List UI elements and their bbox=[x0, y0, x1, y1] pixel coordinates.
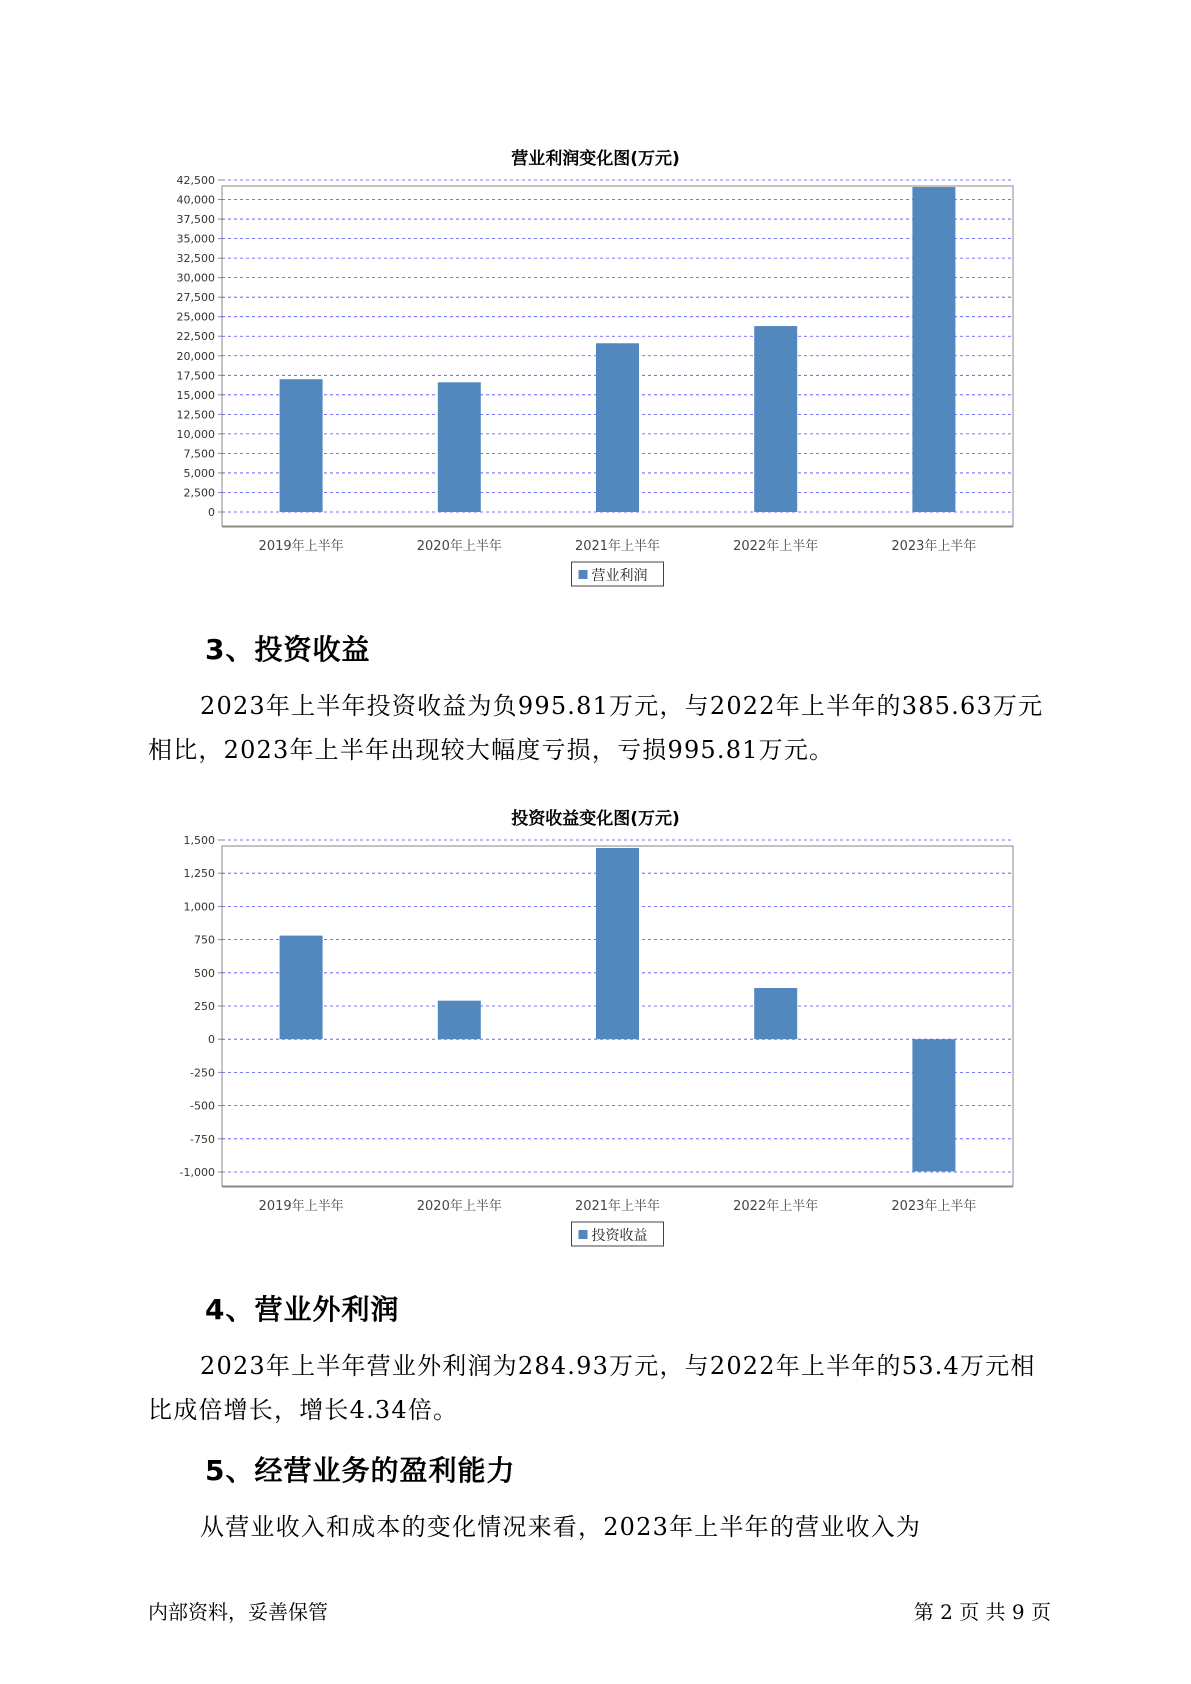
y-tick-label: 25,000 bbox=[176, 310, 215, 324]
y-tick-label: -750 bbox=[190, 1132, 215, 1146]
legend-swatch bbox=[579, 570, 588, 579]
y-tick-label: -1,000 bbox=[179, 1166, 215, 1179]
operating-profit-chart bbox=[0, 170, 1191, 590]
y-tick-label: 12,500 bbox=[176, 408, 215, 422]
y-tick-label: 250 bbox=[194, 1000, 215, 1013]
y-tick-label: 750 bbox=[194, 933, 215, 947]
y-tick-label: 2,500 bbox=[183, 486, 215, 500]
y-tick-label: 5,000 bbox=[183, 466, 215, 480]
bar bbox=[596, 343, 639, 512]
legend-swatch bbox=[579, 1230, 588, 1239]
y-tick-label: 1,500 bbox=[183, 834, 215, 847]
y-tick-label: 500 bbox=[194, 966, 215, 980]
category-label: 2019年上半年 bbox=[258, 539, 344, 554]
legend bbox=[572, 562, 664, 586]
bar bbox=[754, 326, 797, 512]
chart2-title: 投资收益变化图(万元) bbox=[511, 809, 680, 829]
bar bbox=[280, 379, 323, 512]
y-tick-label: 1,000 bbox=[183, 900, 215, 914]
y-tick-label: 15,000 bbox=[176, 388, 215, 402]
y-tick-label: 0 bbox=[208, 506, 215, 519]
y-tick-label: -500 bbox=[190, 1099, 215, 1113]
legend bbox=[572, 1222, 664, 1246]
category-label: 2023年上半年 bbox=[891, 1199, 977, 1214]
category-label: 2021年上半年 bbox=[574, 539, 661, 554]
y-tick-label: 22,500 bbox=[176, 330, 215, 344]
section-4-heading: 4、营业外利润 bbox=[205, 1293, 400, 1326]
section-4-paragraph: 2023年上半年营业外利润为284.93万元，与2022年上半年的53.4万元相比成倍增长，增长4.34倍。 bbox=[148, 1352, 1036, 1424]
y-tick-label: 27,500 bbox=[176, 291, 215, 305]
chart1-title: 营业利润变化图(万元) bbox=[511, 149, 680, 169]
y-tick-label: 42,500 bbox=[176, 174, 215, 187]
category-label: 2022年上半年 bbox=[733, 1199, 819, 1214]
bar bbox=[438, 382, 481, 512]
category-label: 2023年上半年 bbox=[891, 539, 977, 554]
category-label: 2019年上半年 bbox=[258, 1199, 344, 1214]
y-tick-label: -250 bbox=[190, 1066, 215, 1080]
bar bbox=[754, 988, 797, 1039]
y-tick-label: 17,500 bbox=[176, 369, 215, 383]
section-5-heading: 5、经营业务的盈利能力 bbox=[205, 1454, 516, 1487]
y-tick-label: 40,000 bbox=[176, 193, 215, 207]
bar bbox=[438, 1001, 481, 1040]
footer-page-number: 第 2 页 共 9 页 bbox=[913, 1600, 1051, 1624]
bar bbox=[280, 936, 323, 1040]
legend-label: 投资收益 bbox=[591, 1228, 648, 1244]
investment-income-chart bbox=[0, 830, 1191, 1250]
y-tick-label: 1,250 bbox=[183, 867, 215, 881]
category-label: 2022年上半年 bbox=[733, 539, 819, 554]
section-3-heading: 3、投资收益 bbox=[205, 633, 371, 666]
bar bbox=[912, 187, 955, 512]
bar bbox=[912, 1039, 955, 1171]
category-label: 2021年上半年 bbox=[574, 1199, 661, 1214]
section-5-paragraph: 从营业收入和成本的变化情况来看，2023年上半年的营业收入为 bbox=[200, 1513, 922, 1541]
y-tick-label: 37,500 bbox=[176, 213, 215, 227]
y-tick-label: 20,000 bbox=[176, 349, 215, 363]
category-label: 2020年上半年 bbox=[416, 1199, 502, 1214]
y-tick-label: 35,000 bbox=[176, 232, 215, 246]
y-tick-label: 30,000 bbox=[176, 271, 215, 285]
section-3-paragraph: 2023年上半年投资收益为负995.81万元，与2022年上半年的385.63万元相比，2023年上半年出现较大幅度亏损，亏损995.81万元。 bbox=[148, 692, 1044, 764]
y-tick-label: 32,500 bbox=[176, 252, 215, 266]
footer-confidential-note: 内部资料，妥善保管 bbox=[148, 1600, 328, 1624]
category-label: 2020年上半年 bbox=[416, 539, 502, 554]
y-tick-label: 0 bbox=[208, 1033, 215, 1047]
legend-label: 营业利润 bbox=[591, 568, 648, 584]
y-tick-label: 7,500 bbox=[183, 447, 215, 461]
bar bbox=[596, 848, 639, 1039]
y-tick-label: 10,000 bbox=[176, 427, 215, 441]
